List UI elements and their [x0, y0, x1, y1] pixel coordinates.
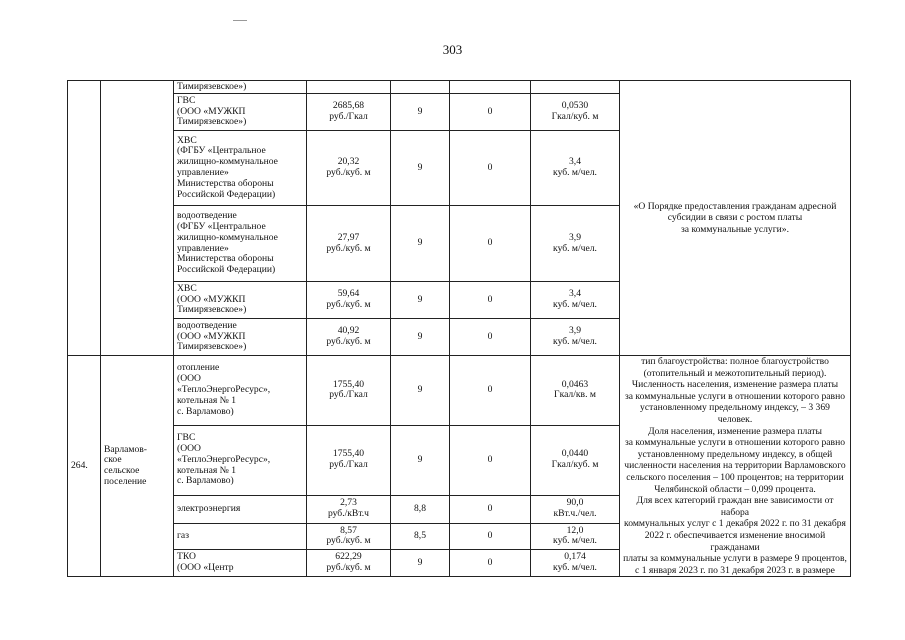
justification-cell: «О Порядке предоставления гражданам адресной субсидии в связи с ростом платы за коммунальные услуги».	[620, 81, 851, 356]
index-cell: 9	[391, 356, 450, 426]
row-number-cell	[68, 81, 101, 356]
rate-cell: 0	[450, 356, 531, 426]
table-row	[68, 81, 851, 94]
norm-cell: 0,0530 Гкал/куб. м	[531, 94, 620, 131]
tariff-cell: 2685,68 руб./Гкал	[307, 94, 391, 131]
resource-cell: ХВС (ООО «МУЖКП Тимирязевское»)	[174, 282, 307, 319]
rate-cell: 0	[450, 523, 531, 549]
rate-cell: 0	[450, 94, 531, 131]
tariff-table	[67, 80, 851, 577]
resource-cell: водоотведение (ФГБУ «Центральное жилищно-коммунальное управление» Министерства обороны Российской Федерации)	[174, 206, 307, 282]
rate-cell: 0	[450, 495, 531, 523]
index-cell: 8,5	[391, 523, 450, 549]
tariff-cell: 2,73 руб./кВт.ч	[307, 495, 391, 523]
settlement-name-cell	[101, 81, 174, 356]
tariff-cell	[307, 81, 391, 94]
rate-cell: 0	[450, 131, 531, 206]
index-cell: 9	[391, 425, 450, 495]
page-number: 303	[442, 42, 463, 57]
table-row	[68, 356, 851, 426]
tariff-cell: 8,57 руб./куб. м	[307, 523, 391, 549]
tariff-cell: 622,29 руб./куб. м	[307, 549, 391, 576]
index-cell: 9	[391, 131, 450, 206]
index-cell: 9	[391, 319, 450, 356]
resource-cell: ХВС (ФГБУ «Центральное жилищно-коммунальное управление» Министерства обороны Российской Федерации)	[174, 131, 307, 206]
norm-cell: 90,0 кВт.ч./чел.	[531, 495, 620, 523]
tariff-cell: 59,64 руб./куб. м	[307, 282, 391, 319]
index-cell: 9	[391, 94, 450, 131]
resource-cell: ТКО (ООО «Центр	[174, 549, 307, 576]
resource-cell: электроэнергия	[174, 495, 307, 523]
norm-cell: 3,4 куб. м/чел.	[531, 282, 620, 319]
rate-cell: 0	[450, 206, 531, 282]
justification-cell: тип благоустройства: полное благоустройство (отопительный и межотопительный период). Численность населения, изменение размера платы за коммунальные услуги в отношении которого равно установленному предельному индексу, – 3 369 человек. Доля населения, изменение размера платы за коммунальные услуги в отношении которого равно установленному предельному индексу, в общей численности населения на территории Варламовского сельского поселения – 100 процентов; на территории Челябинской области – 0,099 процента. Для всех категорий граждан вне зависимости от набора коммунальных услуг с 1 декабря 2022 г. по 31 декабря 2022 г. обеспечивается изменение вносимой гражданами платы за коммунальные услуги в размере 9 процентов, с 1 января 2023 г. по 31 декабря 2023 г. в размере	[620, 356, 851, 577]
resource-cell: ГВС (ООО «МУЖКП Тимирязевское»)	[174, 94, 307, 131]
norm-cell: 0,174 куб. м/чел.	[531, 549, 620, 576]
rate-cell	[450, 81, 531, 94]
rate-cell: 0	[450, 549, 531, 576]
resource-cell: Тимирязевское»)	[174, 81, 307, 94]
index-cell: 9	[391, 282, 450, 319]
rate-cell: 0	[450, 282, 531, 319]
tariff-cell: 27,97 руб./куб. м	[307, 206, 391, 282]
norm-cell: 0,0440 Гкал/куб. м	[531, 425, 620, 495]
resource-cell: отопление (ООО «ТеплоЭнергоРесурс», котельная № 1 с. Варламово)	[174, 356, 307, 426]
row-number-cell: 264.	[68, 356, 101, 577]
norm-cell	[531, 81, 620, 94]
header-rule-mark	[233, 20, 247, 21]
resource-cell: водоотведение (ООО «МУЖКП Тимирязевское»)	[174, 319, 307, 356]
tariff-cell: 1755,40 руб./Гкал	[307, 425, 391, 495]
resource-cell: газ	[174, 523, 307, 549]
rate-cell: 0	[450, 319, 531, 356]
resource-cell: ГВС (ООО «ТеплоЭнергоРесурс», котельная № 1 с. Варламово)	[174, 425, 307, 495]
rate-cell: 0	[450, 425, 531, 495]
settlement-name-cell: Варламов- ское сельское поселение	[101, 356, 174, 577]
index-cell: 9	[391, 549, 450, 576]
index-cell: 8,8	[391, 495, 450, 523]
norm-cell: 3,4 куб. м/чел.	[531, 131, 620, 206]
index-cell	[391, 81, 450, 94]
tariff-cell: 40,92 руб./куб. м	[307, 319, 391, 356]
norm-cell: 12,0 куб. м/чел.	[531, 523, 620, 549]
norm-cell: 3,9 куб. м/чел.	[531, 319, 620, 356]
norm-cell: 0,0463 Гкал/кв. м	[531, 356, 620, 426]
tariff-cell: 20,32 руб./куб. м	[307, 131, 391, 206]
norm-cell: 3,9 куб. м/чел.	[531, 206, 620, 282]
index-cell: 9	[391, 206, 450, 282]
tariff-cell: 1755,40 руб./Гкал	[307, 356, 391, 426]
